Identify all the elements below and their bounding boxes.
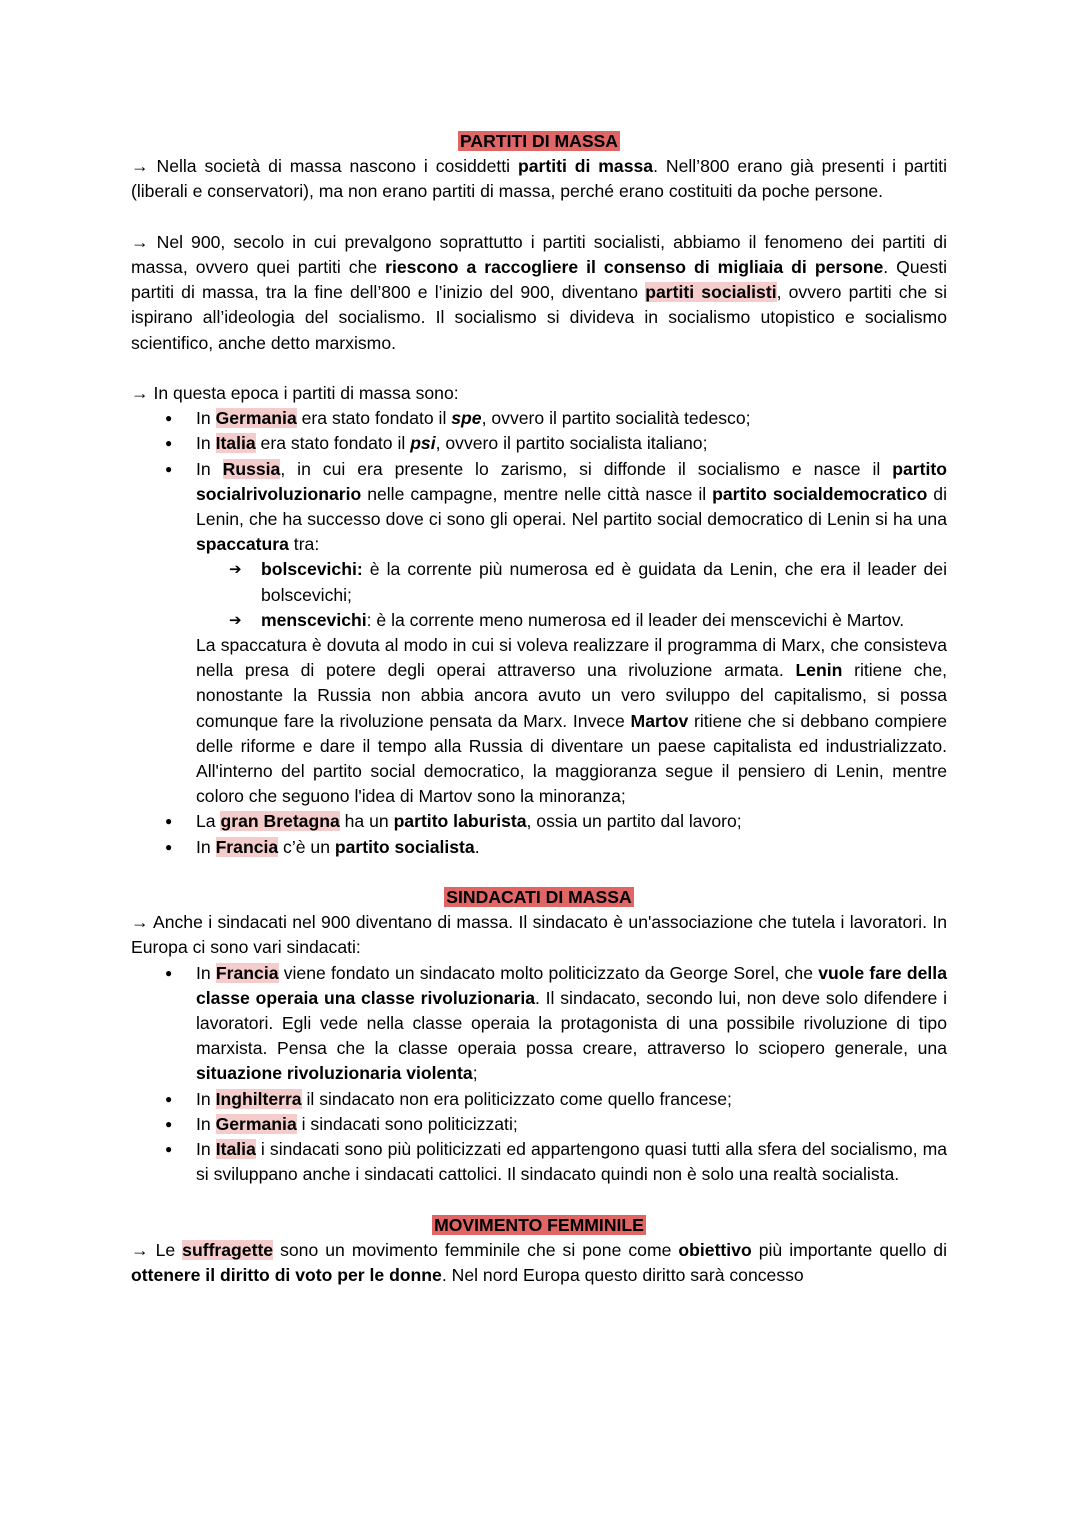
- bold-text: partito socialista: [334, 836, 475, 857]
- list-item: [196, 1087, 947, 1112]
- section-title: SINDACATI DI MASSA: [446, 887, 632, 908]
- bold-text: psi: [410, 433, 436, 454]
- arrow-list-item: [261, 557, 947, 607]
- text-run: è la corrente più numerosa ed è guidata da Lenin, che era il leader dei bolscevichi;: [261, 559, 947, 605]
- bold-text: Lenin: [795, 660, 843, 681]
- bold-text: partito socialrivoluzionario: [196, 458, 947, 504]
- bold-text: riescono a raccogliere il consenso di migliaia di persone: [385, 257, 884, 277]
- text-run: i sindacati sono politicizzati;: [296, 1113, 518, 1134]
- text-run: tra:: [288, 534, 320, 555]
- highlighted-text: partiti socialisti: [645, 282, 777, 303]
- text-run: In: [196, 408, 216, 429]
- list-item: [196, 457, 947, 633]
- paragraph: [131, 230, 947, 356]
- bold-text: partiti di massa: [517, 156, 654, 177]
- bullet-list: [131, 961, 947, 1188]
- paragraph: [131, 381, 947, 406]
- text-run: In: [196, 433, 216, 454]
- text-run: i sindacati sono più politicizzati ed appartengono quasi tutti alla sfera del socialismo, ma si sviluppano anche i sindacati cattolici. Il sindacato quindi non è solo una realtà socialista.: [196, 1139, 948, 1185]
- document-page: [131, 129, 947, 1288]
- text-run: In: [196, 1113, 216, 1134]
- highlighted-text: Germania: [215, 408, 297, 429]
- text-run: ritiene che si debbano compiere delle riforme e dare il tempo alla Russia di diventare un paese capitalista ed industrializzato. All'interno del partito social democratico, la maggioranza segue il pensiero di Lenin, mentre coloro che seguono l'idea di Martov sono la minoranza;: [196, 710, 947, 807]
- bold-text: spaccatura: [196, 534, 289, 555]
- spacer: [131, 1187, 947, 1212]
- text-run: In: [196, 962, 216, 983]
- list-item: [196, 406, 947, 431]
- highlighted-text: Russia: [222, 458, 281, 479]
- spacer: [131, 356, 947, 381]
- bold-text: ottenere il diritto di voto per le donne: [131, 1265, 442, 1286]
- bold-text: bolscevichi:: [261, 559, 363, 580]
- arrow-list-item: [261, 608, 947, 633]
- text-run: → Anche i sindacati nel 900 diventano di massa. Il sindacato è un'associazione che tutela i lavoratori. In Europa ci sono vari sindacati:: [131, 912, 947, 958]
- bold-text: menscevichi: [261, 609, 367, 630]
- text-run: di Lenin, che ha successo dove ci sono gli operai. Nel partito social democratico di Lenin si ha una: [196, 483, 947, 530]
- spacer: [131, 205, 947, 230]
- bullet-list: [131, 406, 947, 860]
- text-run: viene fondato un sindacato molto politicizzato da George Sorel, che: [278, 962, 819, 983]
- list-item: [196, 431, 947, 456]
- text-run: In: [196, 1139, 216, 1160]
- text-run: . Nel nord Europa questo diritto sarà concesso: [441, 1265, 804, 1286]
- text-run: → In questa epoca i partiti di massa sono:: [131, 383, 459, 403]
- bold-text: situazione rivoluzionaria violenta: [196, 1063, 473, 1084]
- highlighted-text: Francia: [215, 836, 279, 857]
- text-run: In: [196, 836, 216, 857]
- list-continuation: [196, 633, 947, 809]
- highlighted-text: suffragette: [182, 1239, 274, 1260]
- text-run: ;: [472, 1063, 478, 1084]
- bold-text: partito laburista: [393, 811, 527, 832]
- text-run: → Nella società di massa nascono i cosiddetti: [131, 156, 518, 177]
- highlighted-text: Italia: [215, 433, 256, 454]
- text-run: c’è un: [278, 836, 335, 857]
- section-title: MOVIMENTO FEMMINILE: [434, 1214, 644, 1235]
- list-item: [196, 809, 947, 834]
- arrow-sublist: [196, 557, 947, 633]
- text-run: , in cui era presente lo zarismo, si diffonde il socialismo e nasce il: [280, 458, 893, 479]
- text-run: La: [196, 811, 221, 832]
- text-run: ha un: [339, 811, 394, 832]
- list-item: [196, 1112, 947, 1137]
- paragraph: [131, 154, 947, 204]
- paragraph: [131, 1238, 947, 1288]
- text-run: . Nell’800 erano già presenti i partiti (liberali e conservatori), ma non erano partiti di massa, perché erano costituiti da poche persone.: [131, 156, 947, 202]
- text-run: , ovvero partiti che si ispirano all’ideologia del socialismo. Il socialismo si divideva in socialismo utopistico e socialismo scientifico, anche detto marxismo.: [131, 282, 948, 353]
- text-run: nelle campagne, mentre nelle città nasce il: [361, 483, 713, 504]
- highlighted-text: gran Bretagna: [220, 811, 340, 832]
- text-run: era stato fondato il: [296, 408, 452, 429]
- bold-text: vuole fare della classe operaia una classe rivoluzionaria: [196, 962, 947, 1008]
- text-run: In: [196, 458, 223, 479]
- highlighted-text: Inghilterra: [215, 1088, 302, 1109]
- bold-text: partito socialdemocratico: [712, 483, 928, 504]
- text-run: il sindacato non era politicizzato come quello francese;: [301, 1088, 732, 1109]
- section-title: PARTITI DI MASSA: [459, 131, 619, 151]
- list-item: [196, 961, 947, 1087]
- paragraph: [131, 910, 947, 960]
- section-heading: [131, 1213, 947, 1238]
- text-run: : è la corrente meno numerosa ed il leader dei menscevichi è Martov.: [366, 609, 905, 630]
- text-run: → Nel 900, secolo in cui prevalgono soprattutto i partiti socialisti, abbiamo il fenomeno dei partiti di massa, ovvero quei partiti che: [131, 231, 947, 277]
- text-run: , ossia un partito dal lavoro;: [526, 811, 742, 832]
- text-run: → Le: [131, 1239, 183, 1260]
- text-run: ritiene che, nonostante la Russia non abbia ancora avuto un vero sviluppo del capitalismo, si possa comunque fare la rivoluzione pensata da Marx. Invece: [196, 660, 947, 731]
- text-run: . Il sindacato, secondo lui, non deve solo difendere i lavoratori. Egli vede nella classe operaia la protagonista di una possibile rivoluzione di tipo marxista. Pensa che la classe operaia possa creare, attraverso lo sciopero generale, una: [196, 987, 947, 1059]
- text-run: , ovvero il partito socialista italiano;: [435, 433, 708, 454]
- bold-text: obiettivo: [678, 1239, 752, 1260]
- bold-text: spe: [451, 408, 482, 429]
- section-heading: [131, 885, 947, 910]
- highlighted-text: Germania: [215, 1113, 297, 1134]
- bold-text: Martov: [630, 710, 689, 731]
- section-heading: [131, 129, 947, 154]
- highlighted-text: Francia: [215, 962, 279, 983]
- text-run: .: [474, 836, 480, 857]
- text-run: . Questi partiti di massa, tra la fine dell’800 e l’inizio del 900, diventano: [131, 257, 947, 303]
- highlighted-text: Italia: [215, 1139, 256, 1160]
- text-run: In: [196, 1088, 216, 1109]
- text-run: La spaccatura è dovuta al modo in cui si voleva realizzare il programma di Marx, che consisteva nella presa di potere degli operai attraverso una rivoluzione armata.: [196, 635, 947, 681]
- spacer: [131, 860, 947, 885]
- text-run: sono un movimento femminile che si pone come: [273, 1239, 679, 1260]
- list-item: [196, 1137, 947, 1187]
- list-item: [196, 835, 947, 860]
- text-run: , ovvero il partito socialità tedesco;: [481, 408, 751, 429]
- text-run: più importante quello di: [751, 1239, 947, 1260]
- text-run: era stato fondato il: [255, 433, 411, 454]
